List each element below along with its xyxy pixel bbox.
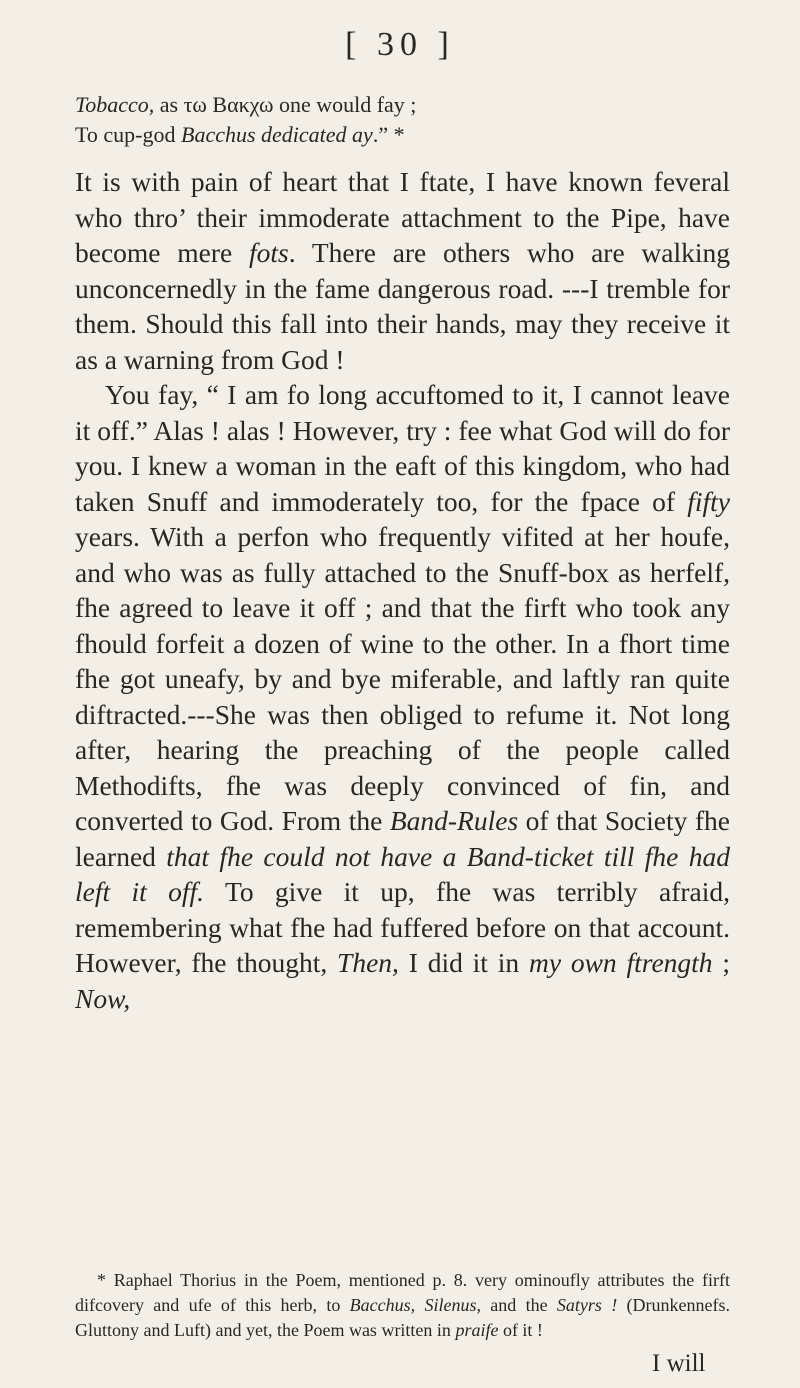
paragraph-text: of that Society fhe learned bbox=[75, 805, 730, 872]
footnote-italic: praife bbox=[455, 1320, 499, 1340]
paragraph-text: It is with pain of heart that I ftate, I have known feveral who thro’ their immoderate attachment to the Pipe, have become mere bbox=[75, 166, 730, 268]
page-number: [ 30 ] bbox=[345, 26, 455, 63]
footnote-part: of it ! bbox=[498, 1320, 543, 1340]
footnote-text bbox=[75, 1268, 730, 1343]
verse-italic: Bacchus dedicated ay bbox=[181, 122, 373, 147]
catchword: I will bbox=[652, 1350, 706, 1377]
footnote-part: * Raphael Thorius in the Poem, mentioned p. 8. very ominoufly attributes the firft difcovery and ufe of this herb, to bbox=[75, 1270, 730, 1315]
paragraph-text: You fay, “ I am fo long accuftomed to it, I cannot leave it off.” Alas ! alas ! However, try : fee what God will do for you. I knew a woman in the eaft of this kingdom, who had taken Snuff and immoderately too, for the fpace of bbox=[75, 379, 730, 517]
italic-word: Now, bbox=[75, 982, 131, 1014]
greek-phrase: τω Βακχω bbox=[183, 92, 274, 117]
footnote-italic: Satyrs ! bbox=[556, 1295, 618, 1315]
italic-word: my own ftrength bbox=[528, 947, 713, 978]
verse-line-1 bbox=[75, 90, 416, 120]
paragraph-text: ; bbox=[712, 947, 730, 978]
italic-word: fots bbox=[248, 237, 289, 268]
verse-text: .” * bbox=[372, 122, 405, 147]
main-text bbox=[75, 164, 730, 1016]
italic-quote: that fhe could not have a Band-ticket till fhe had left it off. bbox=[75, 840, 730, 907]
verse-word-tobacco: Tobacco, bbox=[75, 92, 155, 117]
paragraph-text: years. With a perfon who frequently vifited at her houfe, and who was as fully attached to the Snuff-box as herfelf, fhe agreed to leave it off ; and that the firft who took any fhould forfeit a dozen of wine to the other. In a fhort time fhe got uneafy, by and bye miferable, and laftly ran quite diftracted.---She was then obliged to refume it. Not long after, hearing the preaching of the people called Methodifts, fhe was deeply convinced of fin, and converted to God. From the bbox=[75, 521, 730, 836]
verse-line-2 bbox=[75, 120, 405, 150]
paragraph-text: To give it up, fhe was terribly afraid, remembering what fhe had fuffered before on that account. However, fhe thought, bbox=[75, 876, 730, 978]
italic-word: Then, bbox=[337, 947, 399, 978]
paragraph-2 bbox=[75, 377, 730, 1016]
paragraph-text: I did it in bbox=[398, 947, 529, 978]
italic-word: Band-Rules bbox=[389, 805, 519, 836]
verse-text: one would fay ; bbox=[273, 92, 417, 117]
footnote-italic: Bacchus, Silenus, bbox=[349, 1295, 481, 1315]
paragraph-text: . There are others who are walking unconcernedly in the fame dangerous road. ---I tremble for them. Should this fall into their hands, may they receive it as a warning from God ! bbox=[75, 237, 730, 375]
footnote-part: (Drunkennefs. Gluttony and Luft) and yet, the Poem was written in bbox=[75, 1295, 730, 1340]
paragraph-1 bbox=[75, 164, 730, 377]
verse-text: To cup-god bbox=[75, 122, 181, 147]
italic-word: fifty bbox=[687, 485, 730, 517]
verse-text: as bbox=[154, 92, 184, 117]
footnote bbox=[75, 1268, 730, 1343]
footnote-part: and the bbox=[480, 1295, 557, 1315]
